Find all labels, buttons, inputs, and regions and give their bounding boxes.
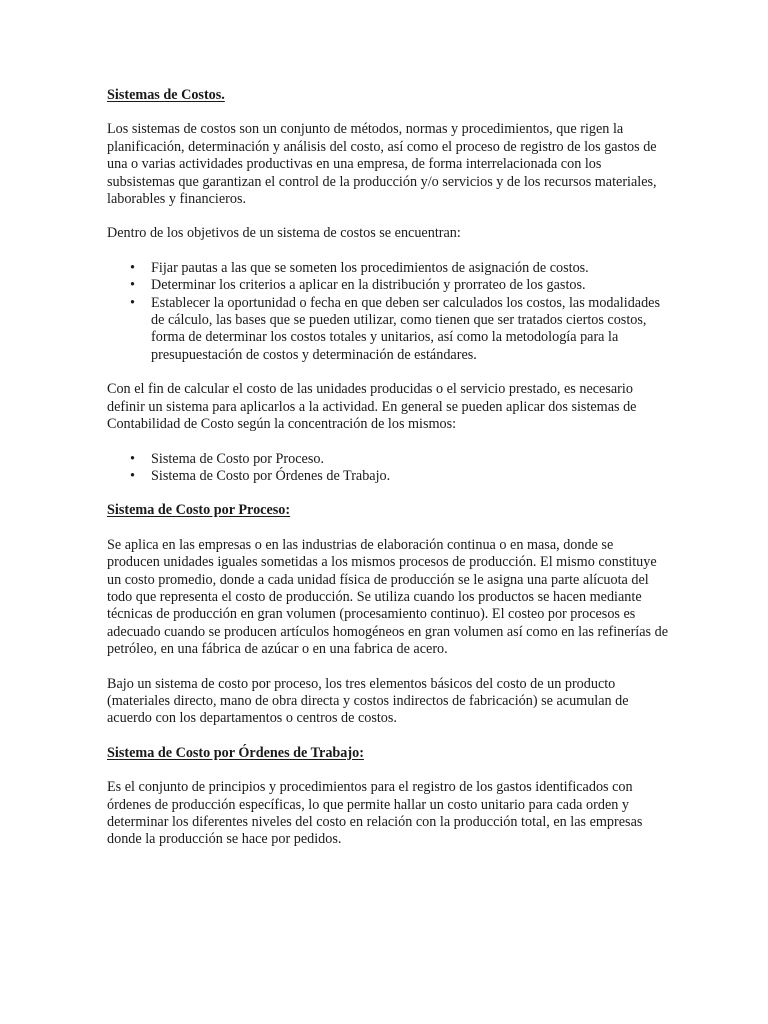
paragraph-systems-intro: Con el fin de calcular el costo de las unidades producidas o el servicio prestado, es necesario definir un sistema para aplicarlos a la actividad. En general se pueden aplicar dos sistemas de Contabilidad de Costo según la concentración de los mismos: (107, 381, 637, 433)
objectives-list (107, 260, 668, 364)
heading-colon: : (285, 502, 291, 519)
list-item: • Sistema de Costo por Órdenes de Trabajo. (107, 468, 668, 485)
heading-costo-por-proceso (107, 502, 668, 519)
heading-text: Sistema de Costo por Proceso (107, 502, 286, 519)
paragraph-proceso-elements: Bajo un sistema de costo por proceso, los tres elementos básicos del costo de un producto (materiales directo, mano de obra directa y costos indirectos de fabricación) se acumulan de acuerdo con los departamentos o centros de costos. (107, 675, 629, 727)
heading-sistemas-de-costos: Sistemas de Costos. (107, 87, 225, 103)
paragraph-proceso-description: Se aplica en las empresas o en las industrias de elaboración continua o en masa, donde se producen unidades iguales sometidas a los mismos procesos de producción. El mismo constituye un costo promedio, donde a cada unidad física de producción se le asigna una parte alícuota del todo que representa el costo de producción. Se utiliza cuando los productos se hacen mediante técnicas de producción en gran volumen (procesamiento continuo). El costeo por procesos es adecuado cuando se producen artículos homogéneos en gran volumen así como en las refinerías de petróleo, en una fábrica de azúcar o en una fabrica de acero. (107, 536, 668, 658)
paragraph-definition: Los sistemas de costos son un conjunto de métodos, normas y procedimientos, que rigen la planificación, determinación y análisis del costo, así como el proceso de registro de los gastos de una o varias actividades productivas en una empresa, de forma interrelacionada con los subsistemas que garantizan el control de la producción y/o servicios y de los recursos materiales, laborables y financieros. (107, 121, 657, 208)
paragraph-objectives-intro: Dentro de los objetivos de un sistema de costos se encuentran: (107, 225, 461, 242)
list-item: • Sistema de Costo por Proceso. (107, 451, 668, 468)
paragraph-ordenes-description: Es el conjunto de principios y procedimientos para el registro de los gastos identificados con órdenes de producción específicas, lo que permite hallar un costo unitario para cada orden y determinar los diferentes niveles del costo en relación con la producción total, en las empresas donde la producción se hace por pedidos. (107, 779, 643, 848)
systems-list (107, 451, 668, 486)
list-item: • Fijar pautas a las que se someten los procedimientos de asignación de costos. (107, 260, 668, 277)
list-item: • Establecer la oportunidad o fecha en que deben ser calculados los costos, las modalidades de cálculo, las bases que se pueden utilizar, como tienen que ser tratados ciertos costos, forma de determinar los costos totales y unitarios, así como la metodología para la presupuestación de costos y determinación de estándares. (107, 295, 668, 365)
heading-costo-por-ordenes: Sistema de Costo por Órdenes de Trabajo: (107, 744, 364, 761)
list-item: • Determinar los criterios a aplicar en la distribución y prorrateo de los gastos. (107, 277, 668, 294)
